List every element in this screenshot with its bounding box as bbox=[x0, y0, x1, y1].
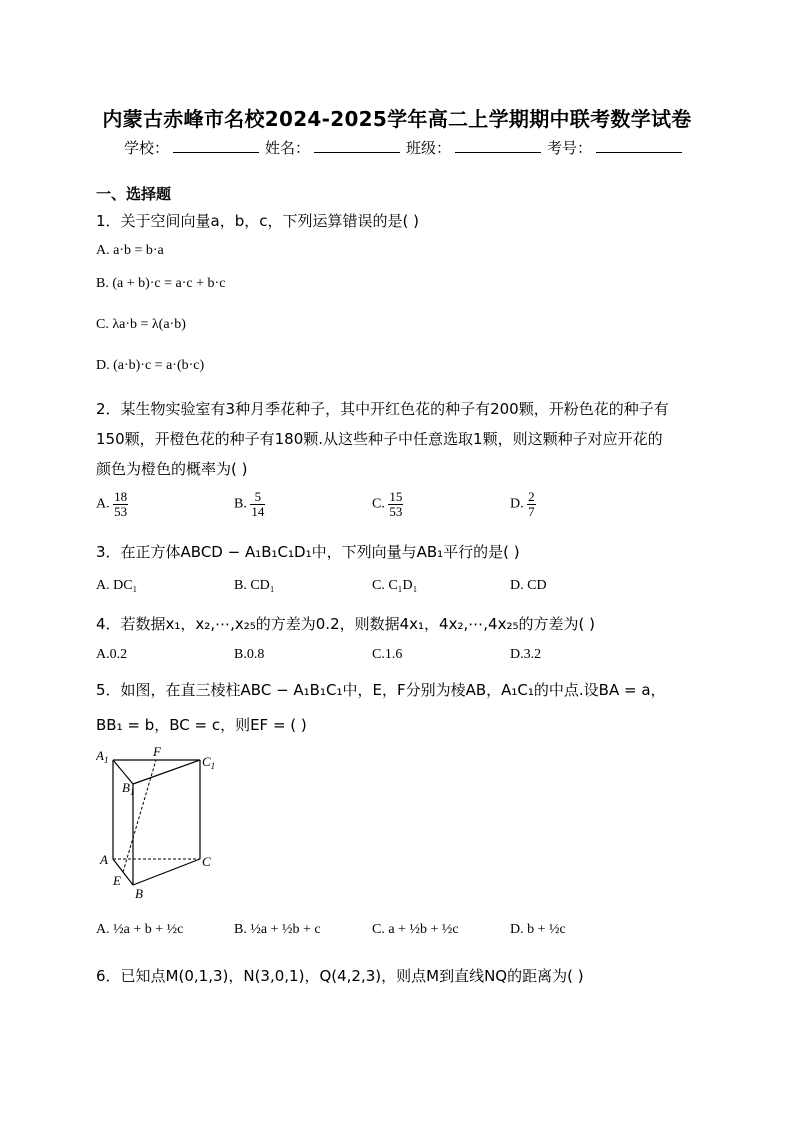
q4-option-b: B.0.8 bbox=[234, 647, 265, 662]
segment-ef bbox=[123, 760, 156, 872]
q2-option-a: A. $\frac{18}{53}$ bbox=[96, 489, 128, 519]
label-c1: $C_1$ bbox=[202, 754, 216, 771]
q2-option-b-fraction: $\frac{5}{14}$ bbox=[251, 489, 265, 519]
q2-option-b: B. $\frac{5}{14}$ bbox=[234, 489, 265, 519]
q5-stem-line1: 5．如图，在直三棱柱ABC − A₁B₁C₁中，E，F分别为棱AB，A₁C₁的中点.设BA = a， bbox=[96, 681, 666, 699]
label-e: E bbox=[113, 873, 121, 888]
exam-no-label: 考号： bbox=[547, 139, 593, 157]
q2-option-a-fraction: $\frac{18}{53}$ bbox=[114, 489, 128, 519]
q2-stem-line3: 颜色为橙色的概率为( ) bbox=[96, 460, 248, 478]
q3-option-c: C. C₁D₁ bbox=[372, 578, 418, 593]
q3-option-b: B. CD₁ bbox=[234, 578, 275, 593]
q5-stem-line2: BB₁ = b，BC = c，则EF = ( ) bbox=[96, 716, 307, 734]
q5-option-d: D. b + ½c bbox=[510, 922, 566, 937]
student-info-line bbox=[124, 137, 688, 158]
edge-b1-c1 bbox=[133, 760, 200, 784]
q5-option-a: A. ½a + b + ½c bbox=[96, 922, 184, 937]
label-b1: $B_1$ bbox=[122, 780, 135, 797]
q2-option-d: D. $\frac{2}{7}$ bbox=[510, 489, 535, 519]
q2-stem-line1: 2．某生物实验室有3种月季花种子，其中开红色花的种子有200颗，开粉色花的种子有 bbox=[96, 400, 669, 418]
label-c: C bbox=[202, 854, 211, 869]
q1-option-b: B. (a + b)·c = a·c + b·c bbox=[96, 276, 226, 291]
edge-b-c bbox=[133, 859, 200, 885]
label-f: F bbox=[153, 744, 161, 759]
section-heading: 一、选择题 bbox=[96, 185, 172, 203]
q3-stem: 3．在正方体ABCD − A₁B₁C₁D₁中，下列向量与AB₁平行的是( ) bbox=[96, 543, 520, 561]
class-blank bbox=[455, 139, 541, 153]
class-label: 班级： bbox=[406, 139, 452, 157]
q1-stem: 1．关于空间向量a，b，c，下列运算错误的是( ) bbox=[96, 212, 419, 230]
q4-option-d: D.3.2 bbox=[510, 647, 542, 662]
q2-option-d-fraction: $\frac{2}{7}$ bbox=[528, 489, 535, 519]
name-blank bbox=[314, 139, 400, 153]
q1-option-a: A. a·b = b·a bbox=[96, 243, 164, 258]
q5-option-c: C. a + ½b + ½c bbox=[372, 922, 459, 937]
page-title: 内蒙古赤峰市名校2024-2025学年高二上学期期中联考数学试卷 bbox=[102, 107, 692, 131]
q1-option-c: C. λa·b = λ(a·b) bbox=[96, 317, 186, 332]
q3-option-a: A. DC₁ bbox=[96, 578, 138, 593]
label-b: B bbox=[135, 886, 143, 901]
label-a1: $A_1$ bbox=[96, 748, 109, 765]
q3-option-d: D. CD bbox=[510, 578, 547, 593]
school-blank bbox=[173, 139, 259, 153]
name-label: 姓名： bbox=[265, 139, 311, 157]
q6-stem: 6．已知点M(0,1,3)，N(3,0,1)，Q(4,2,3)，则点M到直线NQ的距离为( ) bbox=[96, 967, 584, 985]
label-a: A bbox=[100, 852, 108, 867]
school-label: 学校： bbox=[124, 139, 170, 157]
triangular-prism-figure bbox=[96, 742, 226, 902]
q5-option-b: B. ½a + ½b + c bbox=[234, 922, 321, 937]
q4-option-a: A.0.2 bbox=[96, 647, 128, 662]
q2-option-c: C. $\frac{15}{53}$ bbox=[372, 489, 403, 519]
q1-option-d: D. (a·b)·c = a·(b·c) bbox=[96, 358, 205, 373]
q4-option-c: C.1.6 bbox=[372, 647, 403, 662]
q2-option-c-fraction: $\frac{15}{53}$ bbox=[389, 489, 403, 519]
q4-stem: 4．若数据x₁，x₂,⋯,x₂₅的方差为0.2，则数据4x₁，4x₂,⋯,4x₂₅的方差为( ) bbox=[96, 615, 595, 633]
q2-stem-line2: 150颗，开橙色花的种子有180颗.从这些种子中任意选取1颗，则这颗种子对应开花的 bbox=[96, 430, 663, 448]
exam-no-blank bbox=[596, 139, 682, 153]
